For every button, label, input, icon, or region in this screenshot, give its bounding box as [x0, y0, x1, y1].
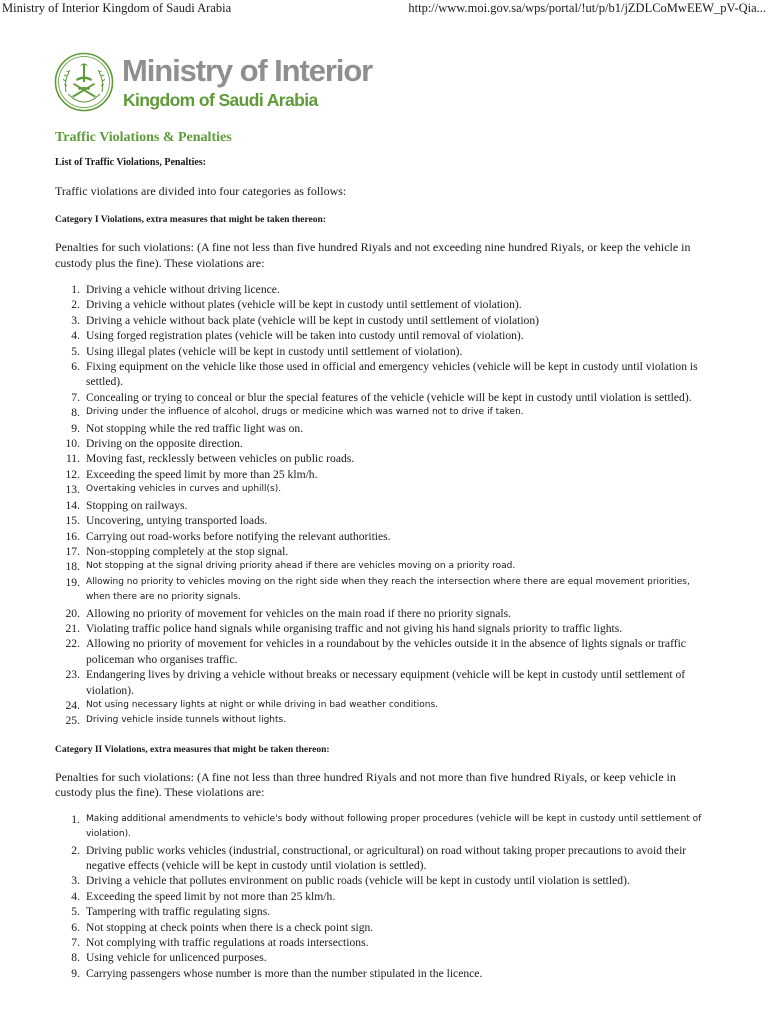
list-item-number: 18. [65, 560, 80, 574]
print-header-title: Ministry of Interior Kingdom of Saudi Arabia [2, 1, 232, 15]
list-item [55, 904, 715, 919]
list-item-number: 21. [65, 621, 80, 635]
list-item [55, 482, 715, 497]
list-item [55, 328, 715, 343]
list-item-text: Stopping on railways. [86, 498, 188, 512]
list-item [55, 390, 715, 405]
list-item [55, 920, 715, 935]
list-item [55, 966, 715, 981]
category-1-penalty: Penalties for such violations: (A fine not less than five hundred Riyals and not exceeding nine hundred Riyals, or keep the vehicle in custody plus the fine). These violations are: [55, 240, 691, 270]
list-item-text: Concealing or trying to conceal or blur the special features of the vehicle (vehicle will be kept in custody until violation is settled). [86, 390, 692, 404]
list-item-text: Not complying with traffic regulations at roads intersections. [86, 936, 369, 950]
list-item-number: 11. [65, 452, 80, 466]
list-item-number: 14. [65, 498, 80, 512]
list-item [55, 282, 715, 297]
list-item-text: Driving vehicle inside tunnels without lights. [86, 715, 287, 726]
logo-title: Ministry of Interior [122, 53, 373, 88]
list-item-text: Driving a vehicle that pollutes environment on public roads (vehicle will be kept in custody until violation is settled). [86, 874, 630, 888]
list-item-text: Overtaking vehicles in curves and uphill(s). [86, 484, 282, 495]
list-item [55, 513, 715, 528]
list-item-text: Non-stopping completely at the stop signal. [86, 544, 289, 558]
list-item-text: Violating traffic police hand signals while organising traffic and not giving his hand signals priority to traffic lights. [86, 621, 623, 635]
list-item-number: 16. [65, 529, 80, 543]
list-item-number: 4. [71, 329, 80, 343]
list-item-number: 5. [71, 905, 80, 919]
category-2-list [55, 812, 715, 981]
list-item-text: Allowing no priority of movement for vehicles on the main road if there no priority signals. [86, 606, 512, 620]
list-item-text: Driving a vehicle without back plate (vehicle will be kept in custody until settlement of violation) [86, 313, 540, 327]
list-item-text: Fixing equipment on the vehicle like those used in official and emergency vehicles (vehicle will be kept in custody until violation is settled). [86, 360, 698, 389]
list-item [55, 667, 715, 698]
list-item-text: Not stopping at check points when there is a check point sign. [86, 920, 374, 934]
list-item [55, 544, 715, 559]
main-content [55, 128, 715, 981]
list-item [55, 935, 715, 950]
list-item [55, 812, 715, 843]
list-item-number: 7. [71, 390, 80, 404]
list-item [55, 359, 715, 390]
list-item-number: 8. [71, 951, 80, 965]
list-item-text: Using illegal plates (vehicle will be kept in custody until settlement of violation). [86, 344, 463, 358]
list-item-text: Driving on the opposite direction. [86, 437, 243, 451]
intro-text: Traffic violations are divided into four categories as follows: [55, 184, 347, 198]
list-item [55, 843, 715, 874]
list-item-number: 12. [65, 467, 80, 481]
list-item-number: 4. [71, 889, 80, 903]
list-item-text: Moving fast, recklessly between vehicles on public roads. [86, 452, 355, 466]
list-item-text: Uncovering, untying transported loads. [86, 514, 268, 528]
logo[interactable] [54, 52, 394, 114]
list-item [55, 529, 715, 544]
list-item-number: 7. [71, 936, 80, 950]
list-item-number: 13. [65, 483, 80, 497]
category-1-heading: Category I Violations, extra measures that might be taken thereon: [55, 215, 326, 225]
list-item [55, 636, 715, 667]
list-item [55, 313, 715, 328]
list-item-text: Endangering lives by driving a vehicle without breaks or necessary equipment (vehicle will be kept in custody until settlement of violation). [86, 668, 686, 697]
list-item-text: Carrying out road-works before notifying the relevant authorities. [86, 529, 391, 543]
list-item [55, 889, 715, 904]
list-item-number: 2. [71, 298, 80, 312]
list-item [55, 713, 715, 728]
list-item-number: 25. [65, 714, 80, 728]
list-item-number: 23. [65, 668, 80, 682]
list-heading: List of Traffic Violations, Penalties: [55, 157, 207, 168]
list-item-text: Using forged registration plates (vehicle will be taken into custody until removal of violation). [86, 329, 524, 343]
list-item-text: Making additional amendments to vehicle's body without following proper procedures (vehicle will be kept in custody until settlement of violation). [86, 813, 702, 840]
list-item-text: Not using necessary lights at night or while driving in bad weather conditions. [86, 699, 439, 710]
list-item-number: 1. [71, 812, 80, 826]
print-header [0, 0, 768, 16]
list-item-text: Carrying passengers whose number is more than the number stipulated in the licence. [86, 966, 483, 980]
list-item-number: 17. [65, 544, 80, 558]
list-item-text: Not stopping while the red traffic light was on. [86, 421, 304, 435]
list-item-number: 6. [71, 360, 80, 374]
list-item-text: Not stopping at the signal driving priority ahead if there are vehicles moving on a priority road. [86, 561, 516, 572]
list-item-number: 3. [71, 874, 80, 888]
list-item [55, 873, 715, 888]
list-item [55, 559, 715, 574]
list-item-number: 20. [65, 606, 80, 620]
list-item-text: Driving a vehicle without plates (vehicle will be kept in custody until settlement of violation). [86, 298, 522, 312]
list-item-number: 24. [65, 698, 80, 712]
category-2-penalty: Penalties for such violations: (A fine not less than three hundred Riyals and not more than five hundred Riyals, or keep vehicle in custody plus the fine). These violations are: [55, 769, 676, 800]
list-item [55, 344, 715, 359]
list-item-number: 3. [71, 313, 80, 327]
list-item [55, 436, 715, 451]
list-item-number: 22. [65, 637, 80, 651]
print-header-url: http://www.moi.gov.sa/wps/portal/!ut/p/b1/jZDLCoMwEEW_pV-Qia... [408, 1, 766, 15]
list-item [55, 498, 715, 513]
list-item-text: Driving public works vehicles (industrial, constructional, or agricultural) on road without taking proper precautions to avoid their negative effects (vehicle will be kept in custody until violation is settled). [86, 843, 687, 872]
list-item-number: 10. [65, 437, 80, 451]
list-item [55, 621, 715, 636]
list-item [55, 575, 715, 606]
logo-subtitle: Kingdom of Saudi Arabia [123, 90, 318, 110]
list-item [55, 451, 715, 466]
list-item [55, 698, 715, 713]
category-1-list [55, 282, 715, 729]
list-item-number: 9. [71, 421, 80, 435]
list-item [55, 297, 715, 312]
category-2-heading: Category II Violations, extra measures that might be taken thereon: [55, 744, 330, 755]
list-item-text: Allowing no priority of movement for vehicles in a roundabout by the vehicles outside it in the absence of lights signals or traffic policeman who organises traffic. [86, 637, 686, 666]
list-item [55, 950, 715, 965]
list-item-number: 5. [71, 344, 80, 358]
list-item-number: 15. [65, 514, 80, 528]
list-item-text: Exceeding the speed limit by not more than 25 klm/h. [86, 889, 336, 903]
list-item-text: Exceeding the speed limit by more than 25 klm/h. [86, 467, 318, 481]
list-item-number: 1. [71, 283, 80, 296]
list-item-text: Allowing no priority to vehicles moving on the right side when they reach the intersection where there are equal movement priorities, when there are no priority signals. [86, 576, 690, 603]
list-item-text: Using vehicle for unlicenced purposes. [86, 951, 267, 965]
list-item [55, 405, 715, 420]
list-item [55, 606, 715, 621]
list-item-number: 6. [71, 920, 80, 934]
list-item [55, 421, 715, 436]
list-item-number: 9. [71, 966, 80, 980]
list-item-text: Driving under the influence of alcohol, drugs or medicine which was warned not to drive if taken. [86, 407, 524, 418]
list-item [55, 467, 715, 482]
list-item-number: 19. [65, 575, 80, 589]
list-item-number: 8. [71, 406, 80, 420]
list-item-text: Driving a vehicle without driving licence. [86, 283, 280, 296]
saudi-emblem-icon [54, 52, 114, 112]
page-title: Traffic Violations & Penalties [55, 130, 232, 145]
list-item-text: Tampering with traffic regulating signs. [86, 905, 271, 919]
list-item-number: 2. [71, 843, 80, 857]
